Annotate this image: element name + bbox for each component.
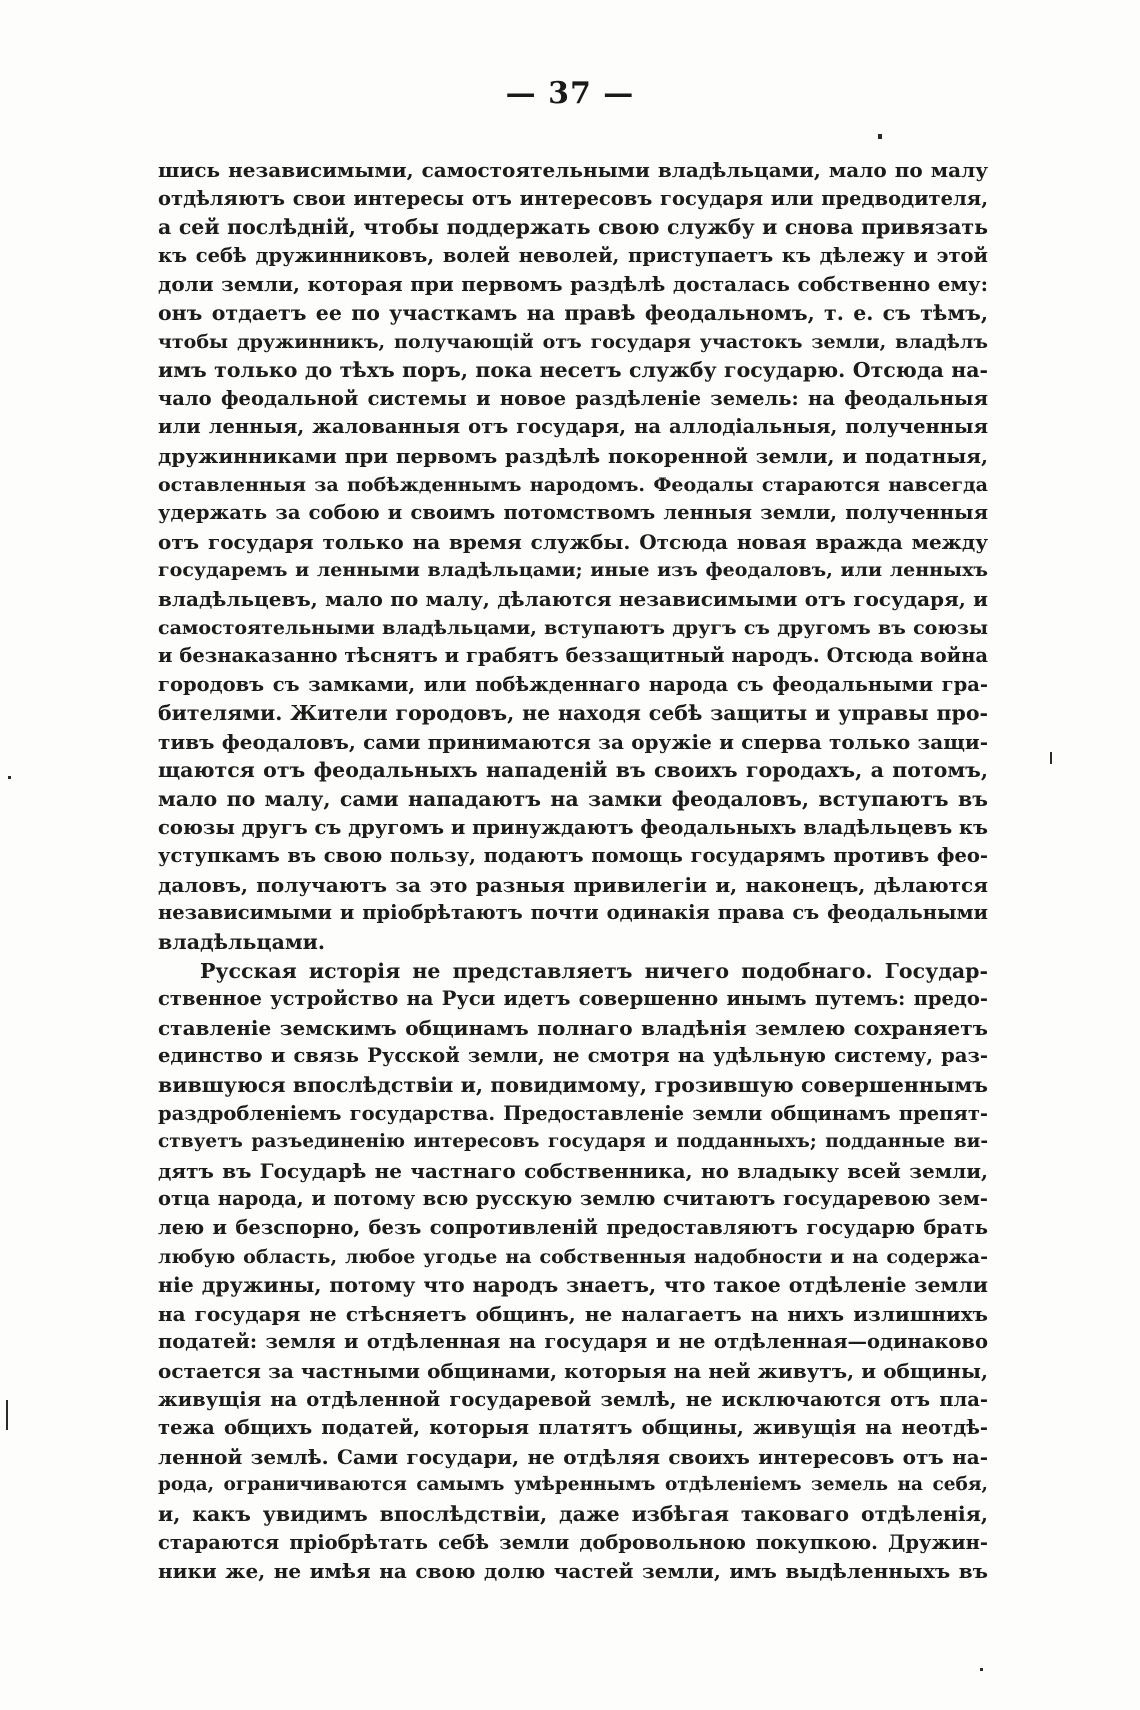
text-line: ленной землѣ. Сами государи, не отдѣляя своихъ интересовъ отъ на- [158, 1444, 988, 1469]
text-line: бителями. Жители городовъ, не находя себѣ защиты и управы про- [158, 701, 988, 726]
text-line: дружинниками при первомъ раздѣлѣ покоренной земли, и податныя, [158, 443, 988, 468]
text-line: удержать за собою и своимъ потомствомъ ленныя земли, полученныя [158, 501, 988, 525]
text-line: независимыми и пріобрѣтаютъ почти одинакія права съ феодальными [158, 901, 988, 925]
text-line: онъ отдаетъ ее по участкамъ на правѣ феодальномъ, т. е. съ тѣмъ, [158, 300, 988, 325]
text-line: лею и безспорно, безъ сопротивленій предоставляютъ государю брать [158, 1215, 988, 1239]
text-line: тежа общихъ податей, которыя платятъ общины, живущія на неотдѣ- [158, 1416, 988, 1440]
text-line: даловъ, получаютъ за это разныя привилегіи и, наконецъ, дѣлаются [158, 872, 988, 897]
text-line: шись независимыми, самостоятельными владѣльцами, мало по малу [158, 158, 988, 182]
print-speck [980, 1668, 983, 1671]
print-speck [6, 1400, 8, 1430]
text-line: и безнаказанно тѣснятъ и грабятъ беззащитный народъ. Отсюда война [158, 644, 988, 668]
text-line: раздробленіемъ государства. Предоставленіе земли общинамъ препят- [158, 1101, 988, 1125]
text-line: оставленныя за побѣжденнымъ народомъ. Феодалы стараются навсегда [158, 473, 988, 496]
text-line: ственное устройство на Руси идетъ совершенно инымъ путемъ: предо- [158, 987, 988, 1011]
text-line: податей: земля и отдѣленная на государя и не отдѣленная—одинаково [158, 1330, 988, 1354]
text-line: къ себѣ дружинниковъ, волей неволей, приступаетъ къ дѣлежу и этой [158, 243, 988, 267]
text-line: стараются пріобрѣтать себѣ земли добровольною покупкою. Дружин- [158, 1530, 988, 1554]
text-line: рода, ограничиваются самымъ умѣреннымъ отдѣленіемъ земель на себя, [158, 1474, 988, 1496]
text-line: ники же, не имѣя на свою долю частей земли, имъ выдѣленныхъ въ [158, 1559, 988, 1584]
text-line: союзы другъ съ другомъ и принуждаютъ феодальныхъ владѣльцевъ къ [158, 815, 988, 839]
text-line: ствуетъ разъединенію интересовъ государя и подданныхъ; подданные ви- [158, 1131, 988, 1153]
page-number: — 37 — [505, 76, 635, 111]
text-line: любую область, любое угодье на собственныя надобности и на содержа- [158, 1245, 988, 1268]
text-line: владѣльцами. [158, 930, 326, 955]
text-line: имъ только до тѣхъ поръ, пока несетъ службу государю. Отсюда на- [158, 358, 988, 383]
text-line: самостоятельными владѣльцами, вступаютъ другъ съ другомъ въ союзы [158, 616, 988, 639]
body-text [158, 156, 988, 1586]
print-speck [1050, 752, 1052, 764]
text-line: остается за частными общинами, которыя на ней живутъ, и общины, [158, 1358, 988, 1383]
text-line: мало по малу, сами нападаютъ на замки феодаловъ, вступаютъ въ [158, 787, 988, 812]
text-line: Русская исторія не представляетъ ничего подобнаго. Государ- [200, 958, 988, 983]
text-line: отъ государя только на время службы. Отсюда новая вражда между [158, 529, 988, 554]
text-line: живущія на отдѣленной государевой землѣ, не исключаются отъ пла- [158, 1387, 988, 1411]
text-line: единство и связь Русской земли, не смотря на удѣльную систему, раз- [158, 1044, 988, 1068]
text-line: уступкамъ въ свою пользу, подаютъ помощь государямъ противъ фео- [158, 844, 988, 868]
text-line: щаются отъ феодальныхъ нападеній въ своихъ городахъ, а потомъ, [158, 758, 988, 783]
text-line: городовъ съ замками, или побѣжденнаго народа съ феодальными гра- [158, 672, 988, 696]
text-line: а сей послѣдній, чтобы поддержать свою службу и снова привязать [158, 215, 988, 240]
text-line: ставленіе земскимъ общинамъ полнаго владѣнія землею сохраняетъ [158, 1015, 988, 1040]
text-line: чало феодальной системы и новое раздѣленіе земель: на феодальныя [158, 386, 988, 410]
text-line: чтобы дружинникъ, получающій отъ государя участокъ земли, владѣлъ [158, 330, 988, 353]
text-line: и, какъ увидимъ впослѣдствіи, даже избѣгая таковаго отдѣленія, [158, 1501, 988, 1526]
text-line: доли земли, которая при первомъ раздѣлѣ досталась собственно ему: [158, 272, 988, 297]
print-speck [878, 134, 882, 139]
text-line: тивъ феодаловъ, сами принимаются за оружіе и сперва только защи- [158, 729, 988, 754]
text-line: дятъ въ Государѣ не частнаго собственника, но владыку всей земли, [158, 1158, 988, 1183]
text-line: вившуюся впослѣдствіи и, повидимому, грозившую совершеннымъ [158, 1073, 988, 1097]
text-line: ніе дружины, потому что народъ знаетъ, что такое отдѣленіе земли [158, 1273, 988, 1298]
text-line: отца народа, и потому всю русскую землю считаютъ государевою зем- [158, 1187, 988, 1211]
text-line: или ленныя, жалованныя отъ государя, на аллодіальныя, полученныя [158, 415, 988, 439]
text-line: отдѣляютъ свои интересы отъ интересовъ государя или предводителя, [158, 186, 988, 210]
text-line: на государя не стѣсняетъ общинъ, не налагаетъ на нихъ излишнихъ [158, 1301, 988, 1326]
print-speck [8, 776, 11, 779]
text-line: владѣльцевъ, мало по малу, дѣлаются независимыми отъ государя, и [158, 586, 988, 611]
text-line: государемъ и ленными владѣльцами; иные изъ феодаловъ, или ленныхъ [158, 559, 988, 582]
